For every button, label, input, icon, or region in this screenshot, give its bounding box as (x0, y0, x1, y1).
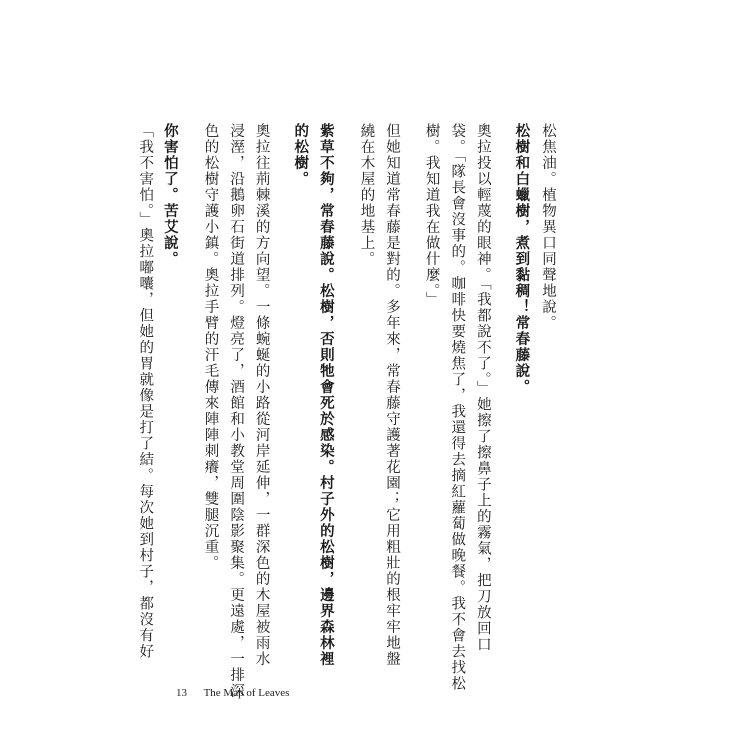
text-column: 浸溼，沿鵝卵石街道排列。燈亮了，酒館和小教堂周圍陰影聚集。更遠處，一排深 (228, 123, 245, 699)
text-column: 松樹和白蠟樹，煮到黏稠！常春藤說。 (513, 123, 531, 395)
text-column: 松焦油。植物異口同聲地說。 (540, 123, 556, 331)
text-column: 色的松樹守護小鎮。奧拉手臂的汗毛傳來陣陣刺癢，雙腿沉重。 (202, 123, 219, 571)
text-column: 你害怕了。苦艾說。 (161, 123, 179, 267)
text-column: 「我不害怕。」奧拉嘟囔，但她的胃就像是打了結。每次她到村子，都沒有好 (137, 123, 154, 660)
text-column: 樹。我知道我在做什麼。」 (423, 123, 440, 308)
running-title: The Map of Leaves (203, 687, 290, 699)
text-column: 繞在木屋的地基上。 (358, 123, 375, 267)
text-column: 奧拉往荊棘溪的方向望。一條蜿蜒的小路從河岸延伸，一群深色的木屋被雨水 (253, 123, 270, 667)
page-footer (176, 687, 289, 699)
text-column: 奧拉投以輕蔑的眼神。「我都說不了。」她擦了擦鼻子上的霧氣，把刀放回口 (474, 123, 491, 653)
page-number: 13 (176, 687, 187, 699)
text-column: 但她知道常春藤是對的。多年來，常春藤守護著花園；它用粗壯的根牢牢地盤 (384, 123, 401, 667)
text-column: 的松樹。 (292, 123, 310, 187)
text-column: 紫草不夠，常春藤說。松樹，否則牠會死於感染。村子外的松樹，邊界森林裡 (317, 123, 335, 667)
text-column: 袋。「隊長會沒事的。咖啡快要燒焦了，我還得去摘紅蘿蔔做晚餐。我不會去找松 (449, 123, 466, 692)
